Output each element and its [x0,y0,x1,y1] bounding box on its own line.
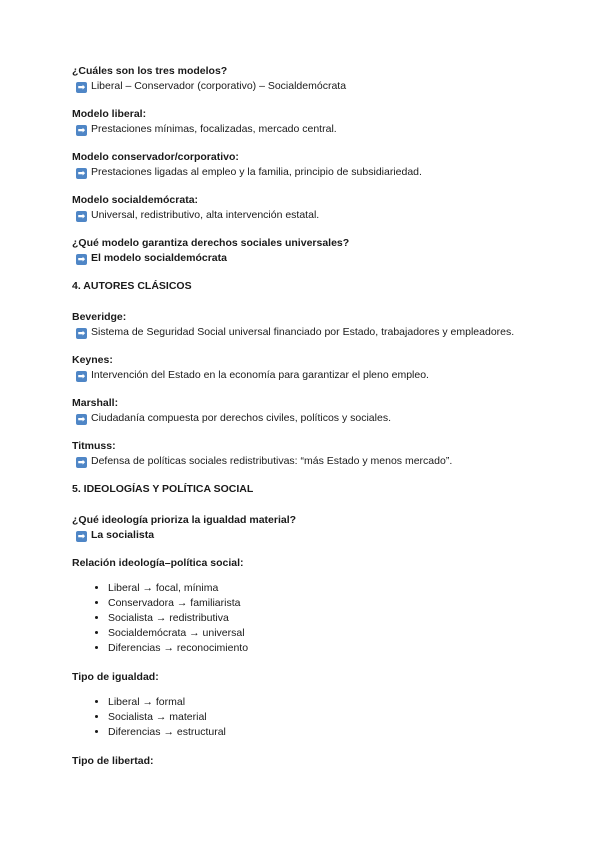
qa-marshall [72,396,532,426]
answer [72,208,532,223]
question: Titmuss: [72,440,116,452]
qa-igualdad-material [72,513,532,543]
answer [72,325,532,340]
answer-text: Ciudadanía compuesta por derechos civiles, políticos y sociales. [91,412,391,424]
answer [72,251,532,266]
answer-text: Prestaciones ligadas al empleo y la familia, principio de subsidiariedad. [91,166,422,178]
arrow-right-icon: ➡ [77,328,86,338]
qa-three-models [72,64,532,94]
answer-text: La socialista [91,529,155,541]
question: ¿Qué modelo garantiza derechos sociales universales? [72,237,350,249]
arrow-right-icon: ➡ [77,82,86,92]
qa-universal-rights [72,236,532,266]
list-item: • Socialdemócrata → universal [108,626,532,641]
qa-conservador [72,150,532,180]
list-item: • Socialista → material [108,710,532,725]
answer [72,122,532,137]
arrow-right-icon: ➡ [77,211,86,221]
list-item: • Socialista → redistributiva [108,611,532,626]
list-item: • Liberal → formal [108,695,532,710]
document-page [72,64,532,779]
arrow-right-icon: ➡ [77,125,86,135]
list-item: • Conservadora → familiarista [108,596,532,611]
question: ¿Cuáles son los tres modelos? [72,65,228,77]
answer [72,79,532,94]
answer [72,165,532,180]
answer [72,411,532,426]
qa-liberal [72,107,532,137]
answer-text: Liberal – Conservador (corporativo) – Socialdemócrata [91,80,347,92]
arrow-right-icon: ➡ [77,457,86,467]
subheading-igualdad: Tipo de igualdad: [72,671,159,683]
arrow-right-icon: ➡ [77,168,86,178]
qa-socialdemocrata [72,193,532,223]
question: Marshall: [72,397,119,409]
answer [72,368,532,383]
arrow-right-icon: ➡ [77,254,86,264]
question: ¿Qué ideología prioriza la igualdad material? [72,514,297,526]
qa-titmuss [72,439,532,469]
list-igualdad [72,695,532,740]
qa-keynes [72,353,532,383]
list-item: • Diferencias → estructural [108,725,532,740]
answer-text: Intervención del Estado en la economía para garantizar el pleno empleo. [91,369,429,381]
answer [72,528,532,543]
question: Keynes: [72,354,113,366]
arrow-right-icon: ➡ [77,371,86,381]
answer [72,454,532,469]
answer-text: Universal, redistributivo, alta intervención estatal. [91,209,320,221]
answer-text: Defensa de políticas sociales redistributivas: “más Estado y menos mercado”. [91,455,453,467]
answer-text: El modelo socialdemócrata [91,252,227,264]
question: Beveridge: [72,311,127,323]
arrow-right-icon: ➡ [77,531,86,541]
question: Modelo conservador/corporativo: [72,151,239,163]
arrow-right-icon: ➡ [77,414,86,424]
answer-text: Prestaciones mínimas, focalizadas, mercado central. [91,123,337,135]
subheading-relacion: Relación ideología–política social: [72,557,244,569]
section-title-autores: 4. AUTORES CLÁSICOS [72,280,192,292]
list-item: • Diferencias → reconocimiento [108,641,532,656]
answer-text: Sistema de Seguridad Social universal financiado por Estado, trabajadores y empleadores. [91,326,515,338]
question: Modelo socialdemócrata: [72,194,199,206]
subheading-libertad: Tipo de libertad: [72,755,154,767]
qa-beveridge [72,310,532,340]
question: Modelo liberal: [72,108,147,120]
section-title-ideologias: 5. IDEOLOGÍAS Y POLÍTICA SOCIAL [72,483,254,495]
list-item: • Liberal → focal, mínima [108,581,532,596]
list-relacion [72,581,532,656]
